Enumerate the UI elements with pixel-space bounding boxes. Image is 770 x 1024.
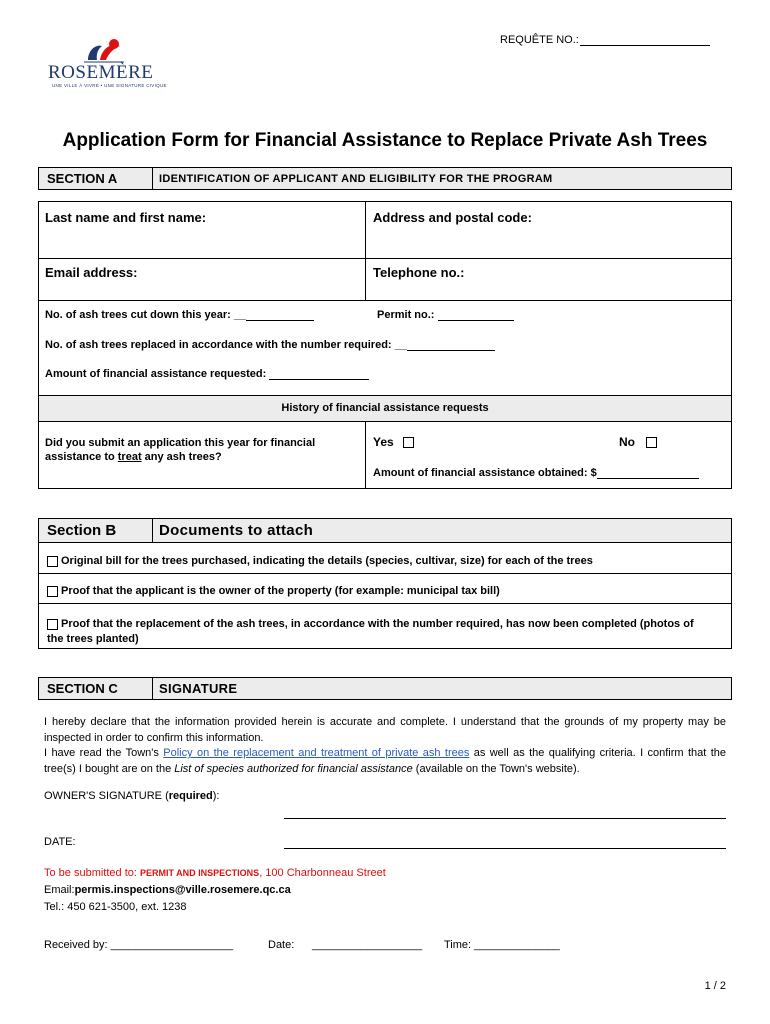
history-heading: History of financial assistance requests — [281, 402, 489, 414]
section-c-code: SECTION C — [39, 678, 153, 699]
trees-cut-row — [45, 309, 314, 321]
section-a-heading: IDENTIFICATION OF APPLICANT AND ELIGIBILITY FOR THE PROGRAM — [159, 172, 553, 185]
document-checkbox-replacement[interactable] — [47, 619, 58, 630]
prior-application-question: Did you submit an application this year for financial assistance to treat any ash trees? — [45, 437, 316, 463]
document-checkbox-bill[interactable] — [47, 556, 58, 567]
logo-name: ROSEMÈRE — [48, 62, 154, 83]
email-field[interactable] — [45, 280, 361, 298]
date-line[interactable] — [284, 848, 726, 849]
name-label: Last name and first name: — [45, 210, 207, 225]
species-list-title: List of species authorized for financial assistance — [174, 762, 413, 775]
section-c-heading: SIGNATURE — [159, 681, 238, 696]
section-c-header — [38, 677, 732, 700]
email-label: Email address: — [45, 265, 138, 280]
document-item — [38, 604, 732, 649]
permit-field[interactable] — [438, 311, 514, 321]
document-item — [38, 574, 732, 604]
section-b-heading: Documents to attach — [159, 522, 314, 539]
no-checkbox[interactable] — [646, 437, 657, 448]
policy-paragraph: I have read the Town's Policy on the replacement and treatment of private ash trees as well as the qualifying criteria. I confirm that the tree(s) I bought are on the List of species authorized for financial assistance (available on the Town's website). — [44, 747, 726, 775]
treat-word: treat — [117, 451, 142, 463]
rosemere-logo — [44, 36, 167, 96]
time-field[interactable]: Time: ______________ — [444, 939, 560, 951]
date-label: DATE: — [44, 836, 76, 848]
trees-replaced-row — [45, 339, 495, 351]
no-label: No — [619, 435, 635, 449]
declaration-paragraph: I hereby declare that the information provided herein is accurate and complete. I understand that the grounds of my property may be inspected in order to confirm this information. — [44, 716, 726, 744]
page-title: Application Form for Financial Assistance to Replace Private Ash Trees — [62, 130, 708, 151]
section-a-code: SECTION A — [39, 168, 153, 189]
page-number: 1 / 2 — [704, 980, 726, 992]
received-by-field[interactable]: Received by: ____________________ — [44, 939, 233, 951]
no-option — [619, 435, 657, 449]
amount-requested-field[interactable] — [269, 370, 369, 380]
yes-checkbox[interactable] — [403, 437, 414, 448]
owner-signature-label: OWNER'S SIGNATURE (required): — [44, 790, 220, 802]
submission-phone: Tel.: 450 621-3500, ext. 1238 — [44, 901, 187, 913]
amount-obtained-row — [373, 467, 699, 479]
yes-label: Yes — [373, 435, 394, 449]
document-item — [38, 543, 732, 574]
logo-tagline: UNE VILLE À VIVRE • UNE SIGNATURE CIVIQUE — [52, 83, 167, 88]
request-number — [500, 34, 710, 46]
amount-obtained-field[interactable] — [597, 469, 699, 479]
request-number-label: REQUÊTE NO.: — [500, 34, 579, 46]
owner-signature-line[interactable] — [284, 818, 726, 819]
department-name: PERMIT AND INSPECTIONS — [140, 868, 260, 878]
section-a-table — [38, 201, 732, 489]
submission-email: Email:permis.inspections@ville.rosemere.qc.ca — [44, 884, 291, 896]
amount-requested-label: Amount of financial assistance requested: — [45, 368, 267, 380]
document-label-ownership: Proof that the applicant is the owner of the property (for example: municipal tax bill) — [61, 585, 500, 597]
office-date-label: Date: — [268, 939, 295, 951]
section-b-code: Section B — [39, 519, 153, 542]
document-label-replacement: Proof that the replacement of the ash trees, in accordance with the number required, has now been completed (photos of the trees planted) — [47, 618, 694, 645]
document-label-bill: Original bill for the trees purchased, indicating the details (species, cultivar, size) for each of the trees — [61, 555, 593, 567]
name-field[interactable] — [45, 228, 361, 254]
address-field[interactable] — [373, 228, 727, 254]
policy-link[interactable]: Policy on the replacement and treatment of private ash trees — [163, 747, 470, 759]
address-label: Address and postal code: — [373, 210, 532, 225]
email-link[interactable]: permis.inspections@ville.rosemere.qc.ca — [74, 884, 291, 896]
document-checkbox-ownership[interactable] — [47, 586, 58, 597]
trees-replaced-field[interactable] — [407, 341, 495, 351]
submission-address: To be submitted to: PERMIT AND INSPECTIONS, 100 Charbonneau Street — [44, 867, 386, 879]
submission-info — [44, 865, 386, 916]
section-a-header — [38, 167, 732, 190]
permit-row — [377, 309, 514, 321]
amount-requested-row — [45, 368, 369, 380]
permit-label: Permit no.: — [377, 309, 435, 321]
trees-cut-label: No. of ash trees cut down this year: __ — [45, 309, 247, 321]
declaration-text — [44, 715, 726, 777]
trees-cut-field[interactable] — [246, 311, 314, 321]
trees-replaced-label: No. of ash trees replaced in accordance with the number required: __ — [45, 339, 407, 351]
telephone-label: Telephone no.: — [373, 265, 465, 280]
request-number-field[interactable] — [580, 35, 710, 46]
amount-obtained-label: Amount of financial assistance obtained: $ — [373, 467, 597, 479]
telephone-field[interactable] — [373, 280, 727, 298]
office-date-field[interactable]: __________________ — [312, 939, 423, 951]
required-text: required — [168, 790, 213, 802]
yes-option — [373, 435, 414, 449]
section-b-header — [38, 518, 732, 543]
